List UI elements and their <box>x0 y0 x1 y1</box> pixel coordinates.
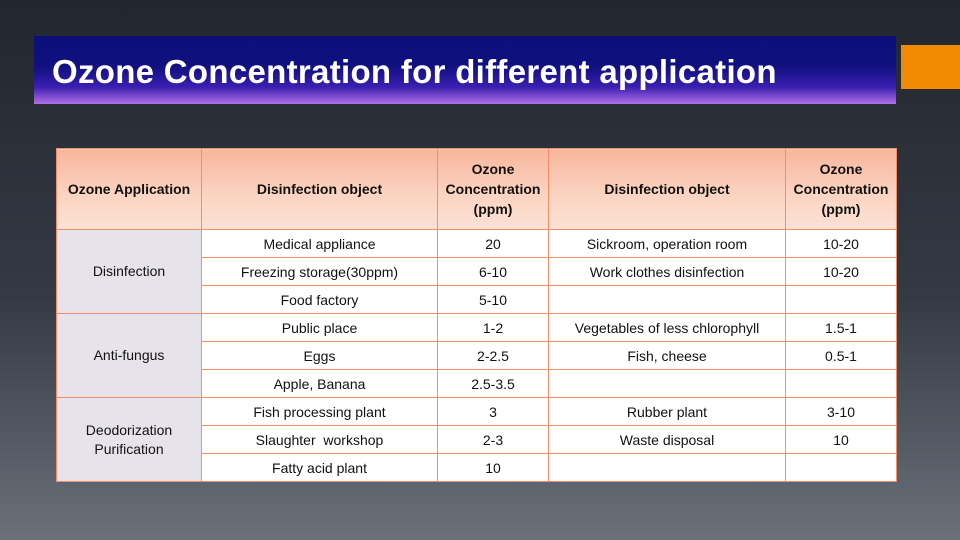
object-cell <box>549 454 786 482</box>
object-cell: Vegetables of less chlorophyll <box>549 314 786 342</box>
object-cell <box>549 370 786 398</box>
object-cell: Fish processing plant <box>202 398 438 426</box>
concentration-cell: 20 <box>438 230 549 258</box>
concentration-cell: 5-10 <box>438 286 549 314</box>
slide-title: Ozone Concentration for different application <box>52 53 777 90</box>
concentration-cell: 6-10 <box>438 258 549 286</box>
header-line: (ppm) <box>821 201 861 217</box>
application-label: Deodorization <box>85 421 173 438</box>
object-cell: Eggs <box>202 342 438 370</box>
header-ozone-concentration-1 <box>438 149 549 230</box>
object-cell: Medical appliance <box>202 230 438 258</box>
table-row <box>57 314 897 342</box>
application-label: Purification <box>94 440 164 457</box>
concentration-cell: 1-2 <box>438 314 549 342</box>
concentration-cell <box>786 286 897 314</box>
table-row <box>57 230 897 258</box>
table-header-row <box>57 149 897 230</box>
concentration-cell <box>786 370 897 398</box>
concentration-cell: 0.5-1 <box>786 342 897 370</box>
concentration-cell: 10 <box>438 454 549 482</box>
header-ozone-concentration-2 <box>786 149 897 230</box>
concentration-cell: 1.5-1 <box>786 314 897 342</box>
object-cell: Slaughter workshop <box>202 426 438 454</box>
object-cell: Fish, cheese <box>549 342 786 370</box>
object-cell: Waste disposal <box>549 426 786 454</box>
object-cell: Public place <box>202 314 438 342</box>
header-line: Ozone <box>471 161 515 177</box>
object-cell: Rubber plant <box>549 398 786 426</box>
application-cell-anti-fungus <box>57 314 202 398</box>
title-bar <box>34 36 896 104</box>
application-cell-disinfection <box>57 230 202 314</box>
header-ozone-application: Ozone Application <box>57 149 202 230</box>
concentration-cell: 3-10 <box>786 398 897 426</box>
table-row <box>57 398 897 426</box>
object-cell: Food factory <box>202 286 438 314</box>
application-label: Anti-fungus <box>93 347 165 363</box>
application-label: Disinfection <box>92 263 166 279</box>
concentration-cell: 2-3 <box>438 426 549 454</box>
header-disinfection-object-2: Disinfection object <box>549 149 786 230</box>
concentration-cell: 10 <box>786 426 897 454</box>
object-cell <box>549 286 786 314</box>
header-line: Concentration <box>445 181 541 197</box>
header-line: Concentration <box>793 181 889 197</box>
header-line: Ozone <box>819 161 863 177</box>
ozone-concentration-table <box>56 148 897 482</box>
concentration-cell <box>786 454 897 482</box>
application-cell-deodorization-purification <box>57 398 202 482</box>
concentration-cell: 2.5-3.5 <box>438 370 549 398</box>
orange-accent-block <box>901 45 960 89</box>
concentration-cell: 2-2.5 <box>438 342 549 370</box>
concentration-cell: 3 <box>438 398 549 426</box>
header-line: (ppm) <box>473 201 513 217</box>
header-disinfection-object-1: Disinfection object <box>202 149 438 230</box>
object-cell: Fatty acid plant <box>202 454 438 482</box>
object-cell: Sickroom, operation room <box>549 230 786 258</box>
concentration-cell: 10-20 <box>786 230 897 258</box>
object-cell: Freezing storage(30ppm) <box>202 258 438 286</box>
concentration-cell: 10-20 <box>786 258 897 286</box>
object-cell: Apple, Banana <box>202 370 438 398</box>
object-cell: Work clothes disinfection <box>549 258 786 286</box>
